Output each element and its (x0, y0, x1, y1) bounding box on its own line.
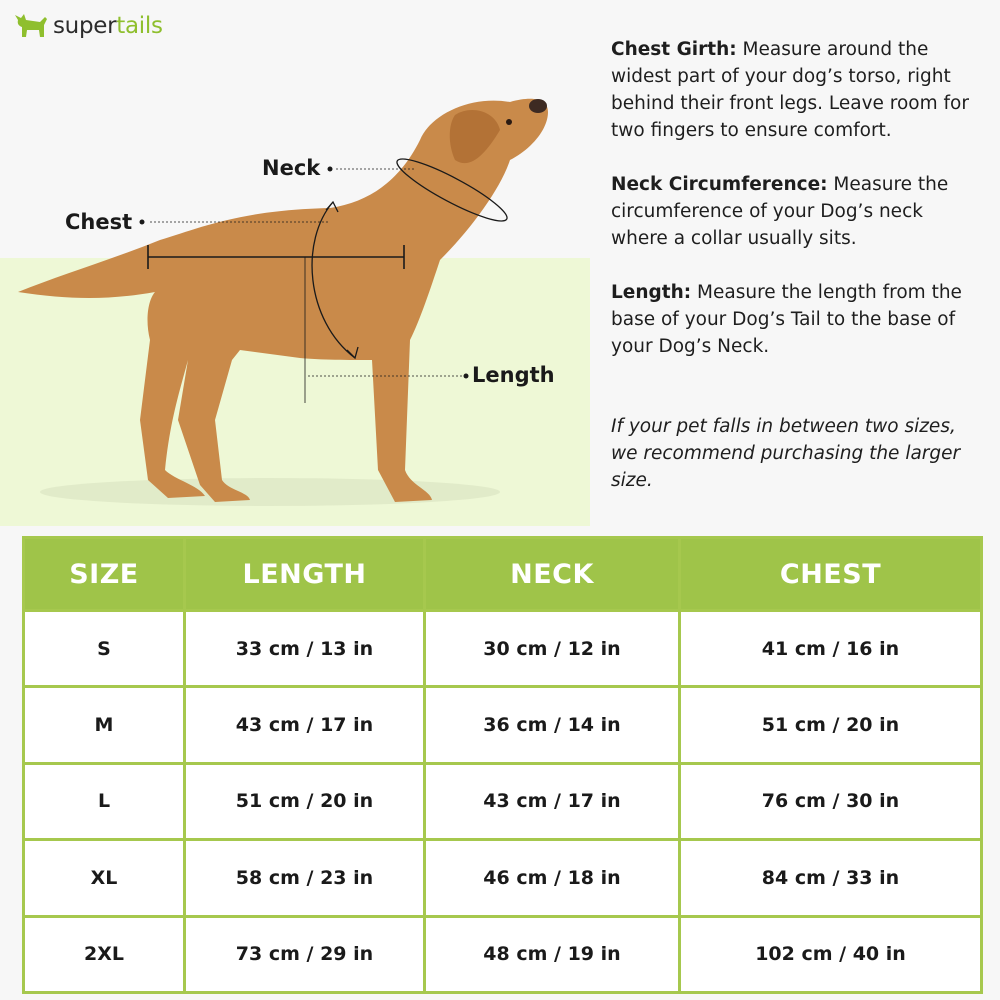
brand-logo (14, 6, 163, 46)
chest-label: Chest (65, 210, 133, 234)
neck-cell: 43 cm / 17 in (425, 763, 680, 839)
size-cell: L (24, 763, 185, 839)
neck-circumference-instruction: Neck Circumference: Measure the circumference of your Dog’s neck where a collar usually sits. (611, 174, 949, 249)
length-cell: 51 cm / 20 in (185, 763, 425, 839)
neck-cell: 30 cm / 12 in (425, 611, 680, 687)
dog-illustration (0, 60, 600, 530)
size-cell: M (24, 687, 185, 763)
chest-cell: 51 cm / 20 in (680, 687, 982, 763)
brand-name: supertails (53, 12, 163, 39)
length-cell: 73 cm / 29 in (185, 916, 425, 992)
table-row (24, 611, 982, 687)
table-row (24, 840, 982, 916)
table-header-row (24, 538, 982, 611)
neck-cell: 46 cm / 18 in (425, 840, 680, 916)
neck-cell: 36 cm / 14 in (425, 687, 680, 763)
sizing-note: If your pet falls in between two sizes, we recommend purchasing the larger size. (611, 416, 961, 491)
length-cell: 33 cm / 13 in (185, 611, 425, 687)
length-cell: 58 cm / 23 in (185, 840, 425, 916)
header-neck: NECK (425, 538, 680, 611)
neck-label: Neck (262, 156, 321, 180)
chest-cell: 84 cm / 33 in (680, 840, 982, 916)
length-label: Length (472, 363, 555, 387)
table-row (24, 916, 982, 992)
size-cell: 2XL (24, 916, 185, 992)
dog-silhouette-icon (14, 11, 50, 41)
length-cell: 43 cm / 17 in (185, 687, 425, 763)
dog-measurement-diagram (0, 60, 600, 530)
length-instruction: Length: Measure the length from the base of your Dog’s Tail to the base of your Dog’s Neck. (611, 282, 962, 357)
header-length: LENGTH (185, 538, 425, 611)
neck-cell: 48 cm / 19 in (425, 916, 680, 992)
header-chest: CHEST (680, 538, 982, 611)
chest-girth-instruction: Chest Girth: Measure around the widest part of your dog’s torso, right behind their front legs. Leave room for two fingers to ensure comfort. (611, 39, 969, 141)
chest-cell: 102 cm / 40 in (680, 916, 982, 992)
measurement-instructions (611, 36, 983, 387)
chest-cell: 76 cm / 30 in (680, 763, 982, 839)
size-cell: XL (24, 840, 185, 916)
chest-cell: 41 cm / 16 in (680, 611, 982, 687)
table-row (24, 687, 982, 763)
table-row (24, 763, 982, 839)
size-chart-table (22, 536, 983, 994)
size-cell: S (24, 611, 185, 687)
header-size: SIZE (24, 538, 185, 611)
